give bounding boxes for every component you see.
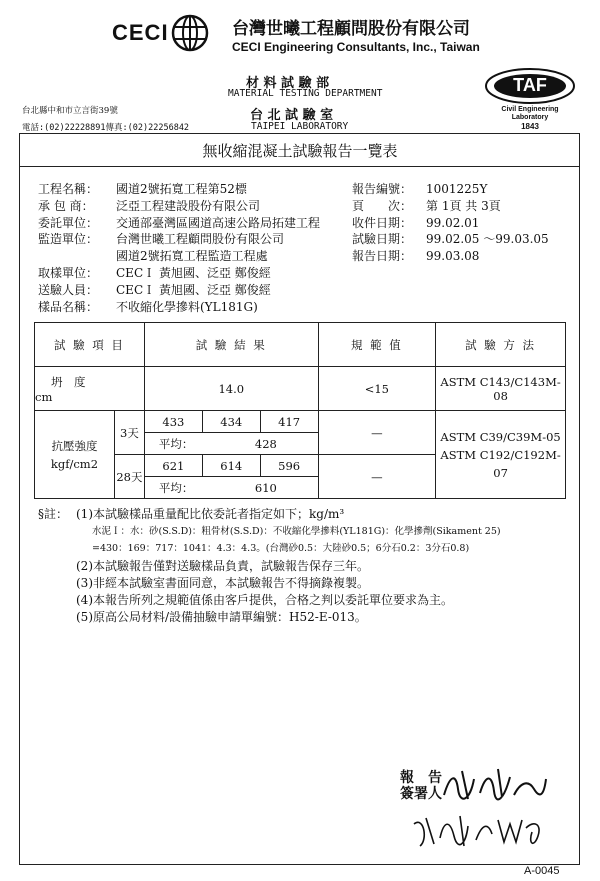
info-row-sampler: 取樣單位： CECＩ 黃旭國、泛亞 鄭俊經 <box>38 265 271 280</box>
info-right <box>352 180 549 264</box>
avg-3day-cell <box>144 433 318 455</box>
value-28day-2: 614 <box>202 455 260 477</box>
compressive-item-cell <box>35 411 115 499</box>
notes-prefix: §註： <box>38 507 69 521</box>
avg-3day-label: 平均： <box>158 436 194 451</box>
table-header-row <box>35 323 566 367</box>
ceci-logo-text: CECI <box>112 20 169 45</box>
signatory-label <box>400 770 442 802</box>
value-3day-3: 417 <box>260 411 318 433</box>
dept-cn: 材 料 試 驗 部 <box>246 76 330 91</box>
handwritten-initials <box>410 810 550 850</box>
company-name-en: CECI Engineering Consultants, Inc., Taiwan <box>232 40 480 54</box>
spec-28day: — <box>318 455 436 499</box>
mix-ratio-line2: =430：169：717：1041：4.3：4.3。(台灣砂0.5：大陸砂0.5；6分石0.2：3分石0.8) <box>92 543 470 554</box>
lab-cn: 台 北 試 驗 室 <box>250 108 334 123</box>
taf-logo <box>482 66 578 134</box>
info-left <box>38 180 320 314</box>
note-4: (4)本報告所列之規範值係由客戶提供，合格之判以委託單位要求為主。 <box>76 593 454 607</box>
spec-3day: — <box>318 411 436 455</box>
compressive-method-1: ASTM C39/C39M-05 <box>440 429 561 444</box>
report-title: 無收縮混凝土試驗報告一覽表 <box>202 142 398 160</box>
value-28day-3: 596 <box>260 455 318 477</box>
info-row-contractor: 承 包 商： 泛亞工程建設股份有限公司 <box>38 198 261 213</box>
table-row-slump <box>35 367 566 411</box>
title-divider <box>19 166 580 167</box>
note-2: (2)本試驗報告僅對送驗樣品負責，試驗報告保存三年。 <box>76 559 370 573</box>
note-1: (1)本試驗樣品重量配比依委託者指定如下；kg/m³ <box>76 507 345 521</box>
header-item: 試 驗 項 目 <box>35 323 145 367</box>
avg-28day-cell <box>144 477 318 499</box>
handwritten-signature <box>440 765 550 805</box>
info-row-received: 收件日期： 99.02.01 <box>352 215 480 230</box>
info-row-project: 工程名稱： 國道2號拓寬工程第52標 <box>38 182 247 196</box>
signatory-label-line1: 報 告 <box>400 770 442 786</box>
compressive-unit: kgf/cm2 <box>50 456 99 471</box>
page-code: A-0045 <box>524 865 560 877</box>
signatory-label-line2: 簽署人 <box>400 786 442 802</box>
info-row-report-date: 報告日期： 99.03.08 <box>352 249 480 264</box>
dept-en: MATERIAL TESTING DEPARTMENT <box>228 88 383 99</box>
info-row-supervisor: 監造單位： 台灣世曦工程顧問股份有限公司 <box>38 232 285 247</box>
value-3day-1: 433 <box>144 411 202 433</box>
info-row-report-no: 報告編號： 1001225Y <box>352 182 488 196</box>
slump-result: 14.0 <box>144 367 318 411</box>
slump-item: 坍 度 <box>51 374 86 389</box>
globe-icon <box>170 14 210 52</box>
lab-address: 台北縣中和市立言街39號 <box>22 106 118 116</box>
table-row-3day-values <box>35 411 566 433</box>
info-row-test-date: 試驗日期： 99.02.05 ～99.03.05 <box>352 232 549 247</box>
value-28day-1: 621 <box>144 455 202 477</box>
info-row-client: 委託單位： 交通部臺灣區國道高速公路局拓建工程 <box>38 215 321 230</box>
compressive-item: 抗壓強度 <box>51 438 98 453</box>
taf-line1: Civil Engineering <box>501 106 559 113</box>
avg-28day-label: 平均： <box>158 480 194 495</box>
header-method: 試 驗 方 法 <box>436 323 566 367</box>
company-name-cn: 台灣世曦工程顧問股份有限公司 <box>232 19 470 39</box>
value-3day-2: 434 <box>202 411 260 433</box>
info-row-submitter: 送驗人員： CECＩ 黃旭國、泛亞 鄭俊經 <box>38 282 271 297</box>
info-row-sample-name: 樣品名稱： 不收縮化學摻料(YL181G) <box>38 299 258 314</box>
slump-item-cell <box>35 367 145 411</box>
avg-28day-value: 610 <box>254 480 277 495</box>
note-3: (3)非經本試驗室書面同意，本試驗報告不得摘錄複製。 <box>76 576 370 590</box>
lab-phone: 電話:(02)22228891傳真:(02)22256842 <box>22 123 190 133</box>
compressive-method-2: ASTM C192/C192M-07 <box>440 447 561 480</box>
lab-en: TAIPEI LABORATORY <box>251 121 349 132</box>
results-table <box>34 322 566 499</box>
note-5: (5)原高公局材料/設備抽驗申請單編號：H52-E-013。 <box>76 610 367 624</box>
slump-spec: <15 <box>318 367 436 411</box>
age-28day: 28天 <box>114 455 144 499</box>
slump-method: ASTM C143/C143M-08 <box>436 367 566 411</box>
ceci-logo <box>112 12 232 52</box>
info-row-supervisor-office: 國道2號拓寬工程監造工程處 <box>116 249 268 264</box>
slump-unit: cm <box>35 389 53 404</box>
age-3day: 3天 <box>114 411 144 455</box>
taf-logo-text: TAF <box>513 75 547 95</box>
info-row-page: 頁 次： 第 1頁 共 3頁 <box>352 198 501 213</box>
taf-line2: Laboratory <box>511 114 549 121</box>
compressive-method-cell <box>436 411 566 499</box>
header-result: 試 驗 結 果 <box>144 323 318 367</box>
header-spec: 規 範 值 <box>318 323 436 367</box>
taf-code: 1843 <box>521 122 539 131</box>
avg-3day-value: 428 <box>254 436 277 451</box>
mix-ratio-line1: 水泥Ｉ：水：砂(S.S.D)：粗骨材(S.S.D)：不收縮化學摻料(YL181G)：化學摻劑(Sikament 25) <box>92 526 501 537</box>
